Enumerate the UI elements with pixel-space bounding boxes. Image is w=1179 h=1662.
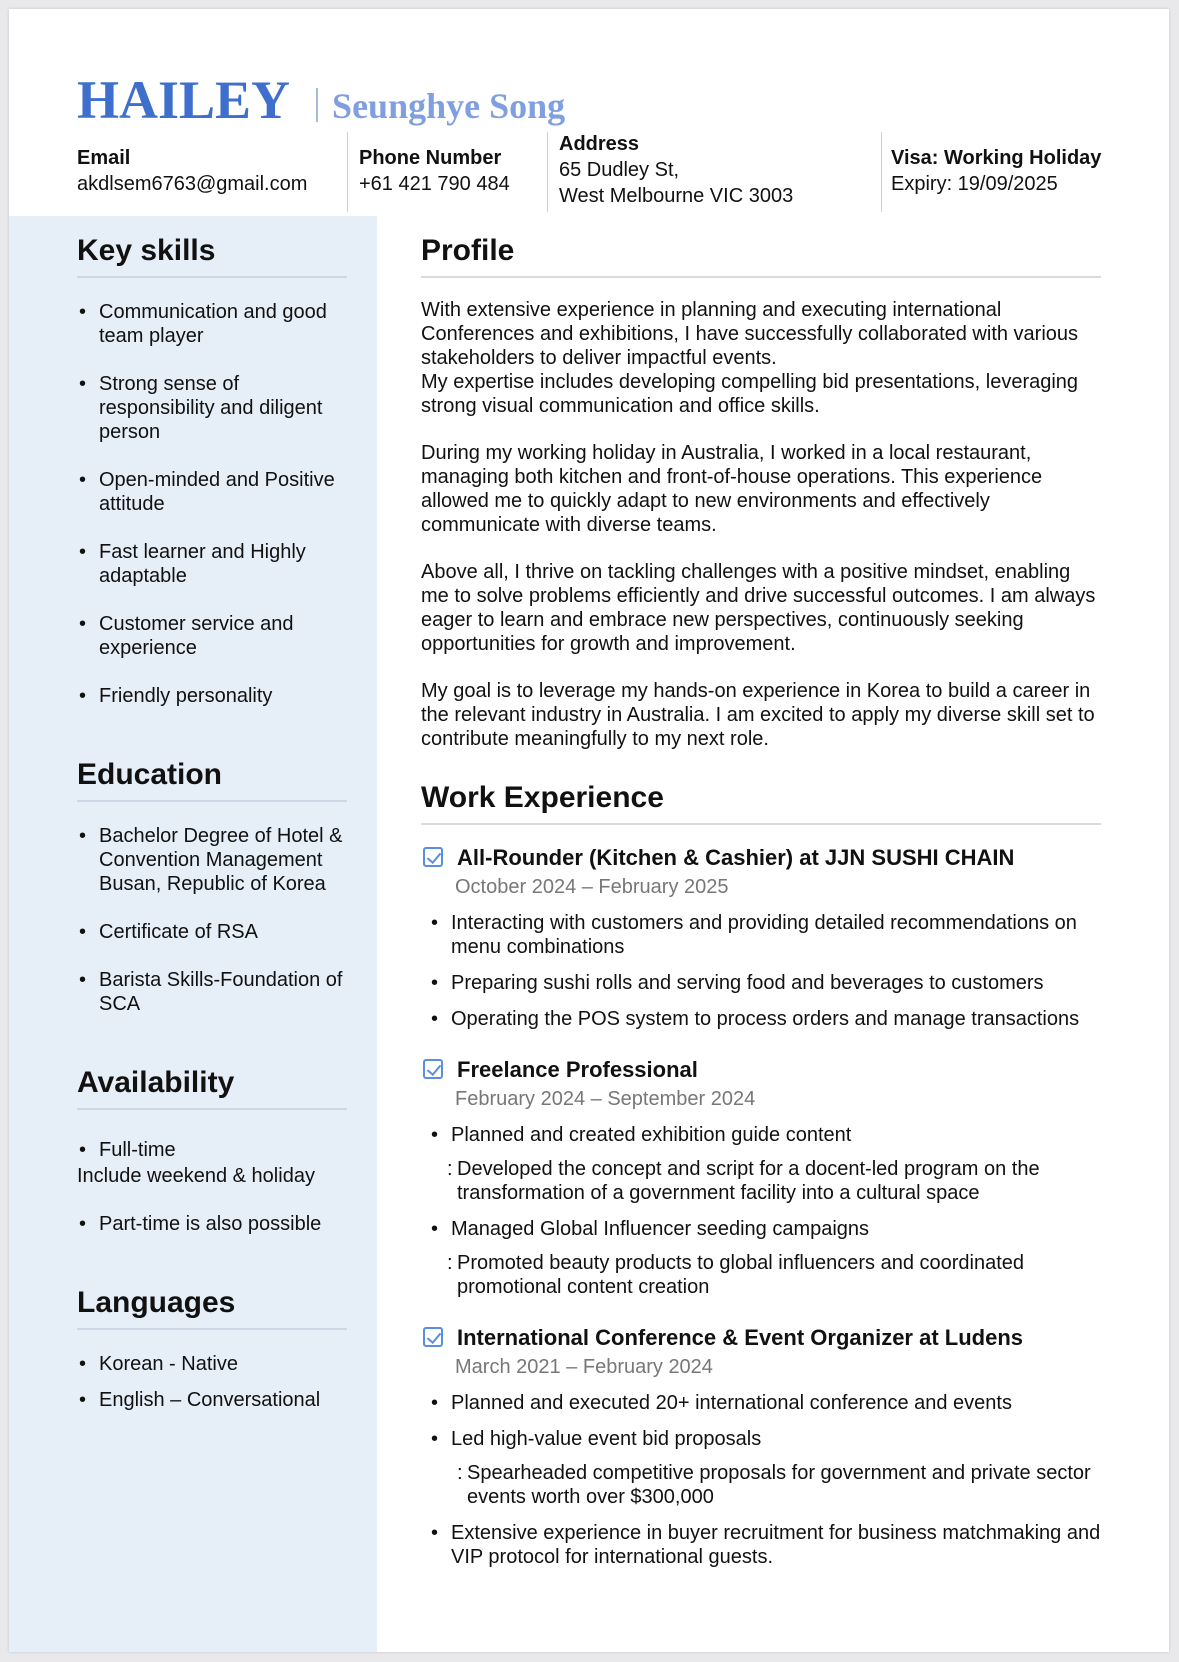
job-sub-detail: : Spearheaded competitive proposals for government and private sector events worth over $300,000	[421, 1461, 1101, 1509]
full-name: Seunghye Song	[332, 86, 566, 126]
list-item: • Friendly personality	[77, 684, 347, 708]
list-item: • Korean - Native	[77, 1352, 347, 1376]
job-dates: February 2024 – September 2024	[455, 1088, 756, 1110]
resume-page	[9, 9, 1169, 1652]
list-item: • English – Conversational	[77, 1388, 347, 1412]
name-divider	[316, 88, 318, 122]
sub-detail-text: Developed the concept and script for a docent-led program on the transformation of a government facility into a cultural space	[457, 1158, 1040, 1204]
skills-heading: Key skills	[77, 234, 347, 278]
list-item: • Fast learner and Highly adaptable	[77, 540, 347, 588]
languages-heading: Languages	[77, 1286, 347, 1330]
education-heading: Education	[77, 758, 347, 802]
job-title	[421, 1325, 1101, 1351]
availability-list-2	[77, 1212, 347, 1236]
list-item: • Planned and executed 20+ international conference and events	[421, 1391, 1101, 1415]
list-item: • Part-time is also possible	[77, 1212, 347, 1236]
job-title-text: International Conference & Event Organizer at Ludens	[457, 1325, 1023, 1350]
job-title-text: All-Rounder (Kitchen & Cashier) at JJN SUSHI CHAIN	[457, 845, 1015, 870]
list-item: • Bachelor Degree of Hotel & Convention Management Busan, Republic of Korea	[77, 824, 347, 896]
list-item: • Operating the POS system to process orders and manage transactions	[421, 1007, 1101, 1031]
availability-heading: Availability	[77, 1066, 347, 1110]
contact-email	[77, 145, 307, 197]
list-item: • Managed Global Influencer seeding campaigns	[421, 1217, 1101, 1241]
availability-note: Include weekend & holiday	[77, 1165, 315, 1187]
list-item: • Strong sense of responsibility and diligent person	[77, 372, 347, 444]
contact-visa	[891, 145, 1101, 197]
job-entry	[421, 1057, 1101, 1299]
address-label: Address	[559, 133, 640, 155]
list-item: • Preparing sushi rolls and serving food and beverages to customers	[421, 971, 1101, 995]
profile-paragraph: During my working holiday in Australia, I worked in a local restaurant, managing both kitchen and front-of-house operations. This experience allowed me to quickly adapt to new environments and effectively communicate with diverse teams.	[421, 442, 1043, 536]
checkbox-icon	[423, 1327, 443, 1347]
list-item: • Communication and good team player	[77, 300, 347, 348]
job-bullets	[421, 911, 1101, 1031]
work-heading: Work Experience	[421, 781, 1101, 825]
job-bullets	[421, 1217, 1101, 1241]
phone-label: Phone Number	[359, 147, 502, 169]
visa-label: Visa: Working Holiday	[891, 147, 1102, 169]
sub-detail-text: Spearheaded competitive proposals for government and private sector events worth over $300,000	[467, 1462, 1091, 1508]
work-section	[421, 845, 1101, 1569]
list-item: • Barista Skills-Foundation of SCA	[77, 968, 347, 1016]
contact-phone	[359, 145, 510, 197]
job-sub-detail: : Promoted beauty products to global influencers and coordinated promotional content creation	[421, 1251, 1101, 1299]
list-item: • Customer service and experience	[77, 612, 347, 660]
sub-detail-text: Promoted beauty products to global influencers and coordinated promotional content creation	[457, 1252, 1025, 1298]
job-title-text: Freelance Professional	[457, 1057, 698, 1082]
name-header	[77, 69, 565, 131]
profile-paragraph: Above all, I thrive on tackling challenges with a positive mindset, enabling me to solve problems efficiently and drive successful outcomes. I am always eager to learn and embrace new perspectives, continuously seeking opportunities for growth and improvement.	[421, 561, 1096, 655]
profile-section	[421, 298, 1101, 751]
contact-divider	[547, 132, 548, 212]
profile-heading: Profile	[421, 234, 1101, 278]
profile-paragraph: My goal is to leverage my hands-on experience in Korea to build a career in the relevant industry in Australia. I am excited to apply my diverse skill set to contribute meaningfully to my next role.	[421, 680, 1095, 750]
job-bullets	[421, 1123, 1101, 1147]
list-item: • Planned and created exhibition guide content	[421, 1123, 1101, 1147]
sidebar	[77, 216, 347, 1436]
checkbox-icon	[423, 1059, 443, 1079]
contact-divider	[347, 132, 348, 212]
list-item: • Extensive experience in buyer recruitment for business matchmaking and VIP protocol for international guests.	[421, 1521, 1101, 1569]
job-entry	[421, 1325, 1101, 1569]
job-title	[421, 1057, 1101, 1083]
list-item: • Full-time	[77, 1138, 347, 1162]
profile-paragraph: With extensive experience in planning and executing international Conferences and exhibitions, I have successfully collaborated with various stakeholders to deliver impactful events. My expertise includes developing compelling bid presentations, leveraging strong visual communication and office skills.	[421, 299, 1079, 417]
address-line1: 65 Dudley St,	[559, 159, 680, 181]
skills-list	[77, 300, 347, 708]
education-list	[77, 824, 347, 1016]
job-bullets	[421, 1391, 1101, 1451]
main-column	[421, 216, 1101, 1595]
availability-list	[77, 1138, 347, 1162]
list-item: • Certificate of RSA	[77, 920, 347, 944]
job-dates: March 2021 – February 2024	[455, 1356, 713, 1378]
contact-address	[559, 131, 793, 209]
phone-value[interactable]: +61 421 790 484	[359, 173, 510, 195]
list-item: • Open-minded and Positive attitude	[77, 468, 347, 516]
address-line2: West Melbourne VIC 3003	[559, 185, 794, 207]
email-label: Email	[77, 147, 131, 169]
checkbox-icon	[423, 847, 443, 867]
email-value[interactable]: akdlsem6763@gmail.com	[77, 173, 308, 195]
list-item: • Interacting with customers and providing detailed recommendations on menu combinations	[421, 911, 1101, 959]
first-name: HAILEY	[77, 70, 291, 130]
list-item: • Led high-value event bid proposals	[421, 1427, 1101, 1451]
job-title	[421, 845, 1101, 871]
job-sub-detail: : Developed the concept and script for a docent-led program on the transformation of a government facility into a cultural space	[421, 1157, 1101, 1205]
visa-expiry: Expiry: 19/09/2025	[891, 173, 1058, 195]
languages-list	[77, 1352, 347, 1412]
job-entry	[421, 845, 1101, 1031]
job-bullets	[421, 1521, 1101, 1569]
contact-divider	[881, 132, 882, 212]
job-dates: October 2024 – February 2025	[455, 876, 729, 898]
